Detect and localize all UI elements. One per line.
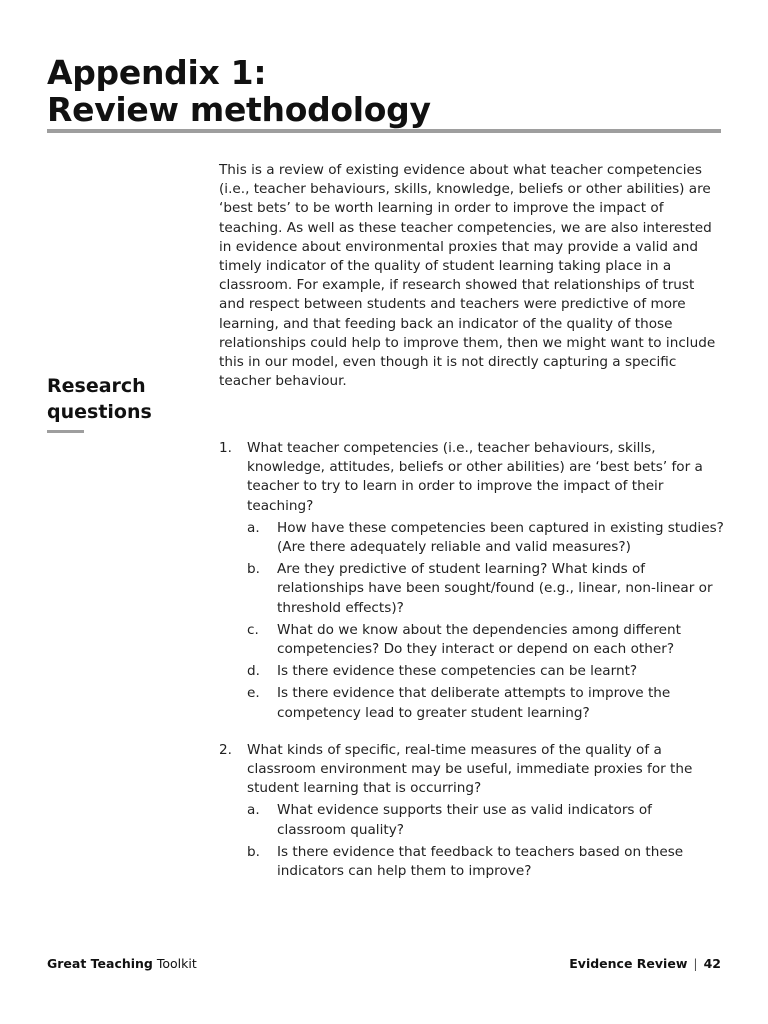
sub-question-letter: a. (247, 802, 260, 819)
sub-question-text: What do we know about the dependencies among different competencies? Do they interact or depend on each other? (277, 621, 681, 658)
sub-question-letter: c. (247, 621, 259, 638)
sub-question (247, 684, 724, 722)
sub-question-text: Is there evidence that feedback to teachers based on these indicators can help them to improve? (277, 843, 684, 880)
question-number: 1. (219, 440, 232, 456)
section-heading-line-2: questions (47, 401, 152, 423)
title-line-1: Appendix 1: (47, 53, 267, 92)
page-title (47, 54, 431, 128)
sub-question (247, 621, 724, 659)
sub-question (247, 519, 724, 557)
title-line-2: Review methodology (47, 90, 431, 129)
sub-question-letter: e. (247, 685, 260, 702)
sub-question (247, 560, 724, 618)
sub-question (247, 843, 724, 881)
footer-separator: | (693, 956, 698, 971)
intro-paragraph: This is a review of existing evidence about what teacher competencies (i.e., teacher behaviours, skills, knowledge, beliefs or other abilities) are ‘best bets’ to be worth learning in order to improve the impact of teaching. As well as these teacher competencies, we are also interested in evidence about environmental proxies that may provide a valid and timely indicator of the quality of student learning taking place in a classroom. For example, if research showed that relationships of trust and respect between students and teachers were predictive of more learning, and that feeding back an indicator of the quality of those relationships could help to improve them, then we might want to include this in our model, even though it is not directly capturing a specific teacher behaviour. (219, 162, 716, 390)
sub-question-letter: a. (247, 519, 260, 536)
footer-brand-rest: Toolkit (156, 956, 197, 971)
sub-question (247, 801, 724, 839)
sub-question-letter: d. (247, 663, 260, 680)
sub-question-letter: b. (247, 561, 260, 578)
question-number: 2. (219, 741, 232, 758)
question-text: What teacher competencies (i.e., teacher behaviours, skills, knowledge, attitudes, beliefs or other abilities) are ‘best bets’ for a teacher to try to learn in order to improve the impact of their teaching? (247, 440, 703, 514)
sub-question-text: How have these competencies been captured in existing studies? (Are there adequately reliable and valid measures?) (277, 519, 724, 556)
research-question (219, 439, 724, 723)
page-number: 42 (703, 956, 721, 971)
footer-brand-bold: Great Teaching (47, 956, 153, 971)
footer-page-info (569, 956, 721, 971)
sub-question-text: Is there evidence that deliberate attempts to improve the competency lead to greater student learning? (277, 685, 671, 721)
research-questions-list (219, 439, 724, 899)
section-heading-underline (47, 430, 84, 433)
sub-question-list (247, 801, 724, 881)
title-divider (47, 129, 721, 133)
sub-question-text: Are they predictive of student learning? What kinds of relationships have been sought/found (e.g., linear, non-linear or threshold effects)? (277, 561, 713, 616)
question-text: What kinds of specific, real-time measures of the quality of a classroom environment may be useful, immediate proxies for the student learning that is occurring? (247, 741, 693, 797)
research-question (219, 741, 724, 881)
section-heading-line-1: Research (47, 375, 146, 397)
sub-question-list (247, 519, 724, 723)
sub-question-letter: b. (247, 843, 260, 860)
footer-section-label: Evidence Review (569, 956, 688, 971)
footer-brand (47, 956, 197, 971)
sub-question-text: What evidence supports their use as valid indicators of classroom quality? (277, 802, 652, 838)
section-heading (47, 373, 152, 425)
sub-question (247, 662, 724, 681)
sub-question-text: Is there evidence these competencies can be learnt? (277, 663, 638, 680)
